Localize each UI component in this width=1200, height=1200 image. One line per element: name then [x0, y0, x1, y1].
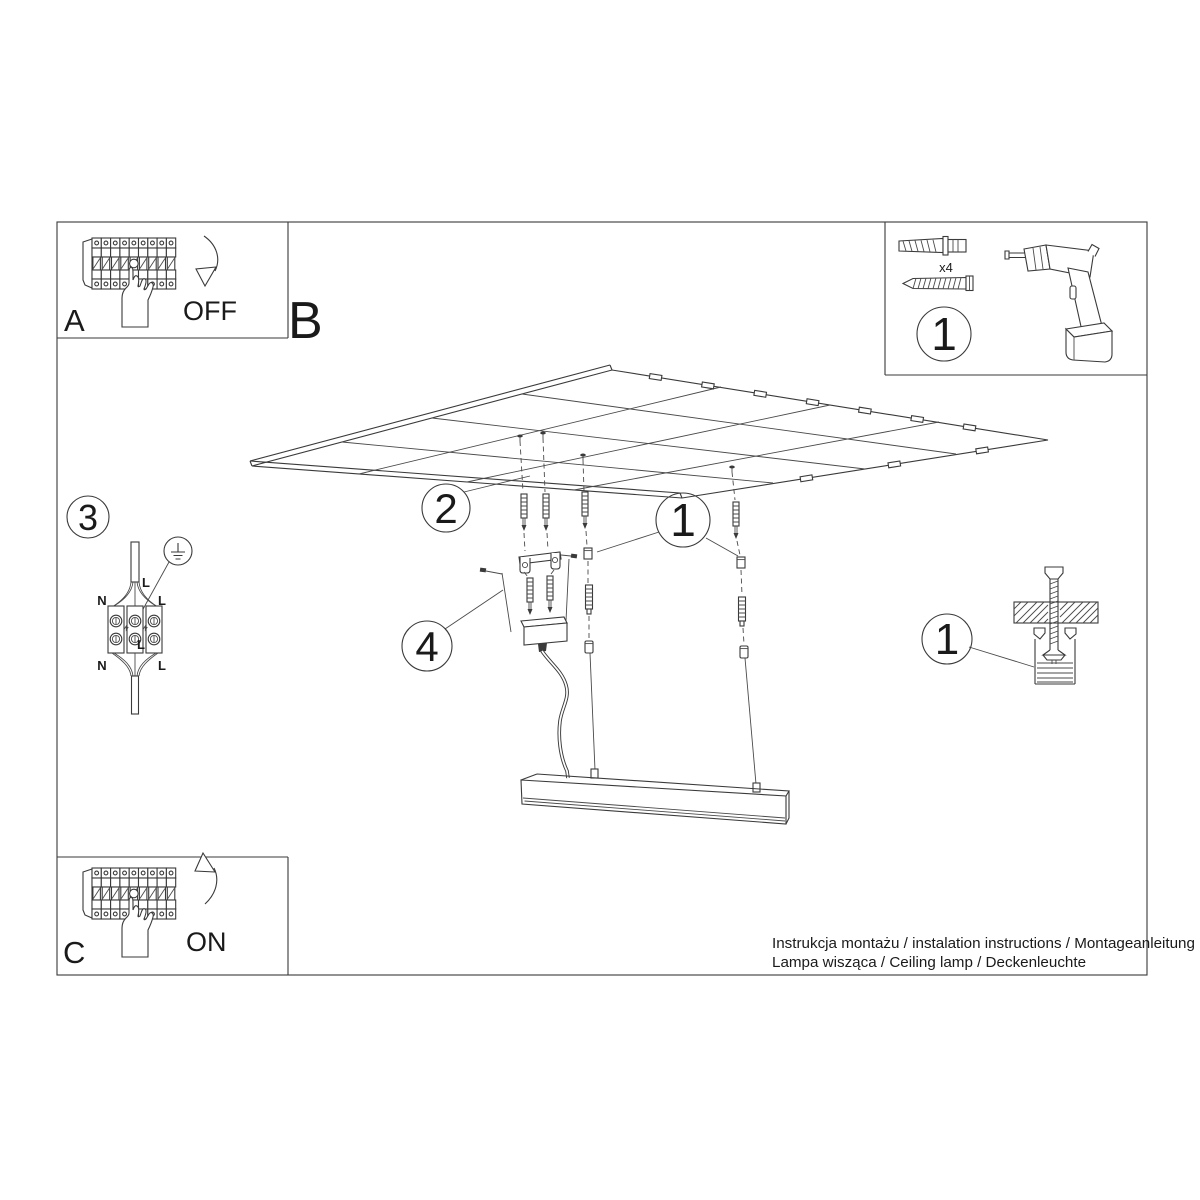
wire-label-upper-left: N — [97, 593, 107, 608]
footer-line2: Lampa wisząca / Ceiling lamp / Deckenleuchte — [772, 954, 1087, 971]
ceiling-cross-section-detail — [922, 567, 1098, 684]
callout-2-badge — [422, 476, 530, 532]
step-a-box — [64, 236, 237, 338]
arrow-down-icon — [196, 236, 218, 286]
grid-rail-ticks — [649, 374, 988, 482]
canopy-box — [521, 617, 567, 652]
step-a-label: A — [64, 303, 85, 338]
mounting-bracket — [519, 552, 561, 573]
step-c-box — [63, 853, 227, 970]
screw-icon — [903, 276, 973, 291]
footer-text — [772, 935, 1195, 971]
detail-gripper — [1034, 628, 1076, 684]
lamp-bar — [521, 769, 789, 824]
wire-nub-left — [591, 769, 598, 778]
mounting-screws — [520, 438, 549, 551]
suspension-wire-left — [590, 653, 595, 770]
wire-label-cable-top: L — [142, 575, 150, 590]
exploded-view — [250, 365, 1048, 824]
wire-label-lower-left: N — [97, 658, 107, 673]
wire-label-lower-right: L — [158, 658, 166, 673]
bracket-pin-left — [480, 568, 486, 573]
sheet-frame — [57, 222, 1147, 975]
step-b-label: B — [288, 292, 323, 350]
callout-4-number: 4 — [415, 623, 439, 670]
ceiling-slab-hatched — [1014, 602, 1098, 623]
wall-plug-icon — [899, 237, 966, 256]
step-c-label: C — [63, 935, 86, 970]
callout-4-badge — [402, 590, 503, 671]
tools-callout-1-badge — [917, 307, 971, 361]
wiring-diagram — [67, 496, 192, 714]
callout-1-number-main: 1 — [670, 494, 696, 546]
tools-box — [899, 237, 1112, 363]
anchor-quantity-label: x4 — [939, 260, 953, 275]
wire-label-upper-right: L — [158, 593, 166, 608]
canopy-assembly — [480, 552, 577, 778]
suspension-wire-right — [745, 658, 756, 784]
power-cable — [542, 651, 568, 778]
bracket-pin-right — [571, 554, 577, 559]
arrow-up-icon — [195, 853, 217, 904]
cable-gland — [538, 643, 547, 652]
callout-2-number: 2 — [434, 485, 458, 532]
drill-icon — [1005, 245, 1112, 363]
suspension-kit-left — [582, 460, 595, 770]
ground-symbol-icon — [142, 537, 192, 611]
detail-callout-1-number: 1 — [934, 615, 960, 664]
on-label: ON — [186, 927, 227, 957]
wiring-callout-number: 3 — [77, 497, 99, 538]
off-label: OFF — [183, 296, 237, 326]
canopy-screws — [524, 570, 554, 615]
lamp-cable-icon — [112, 653, 158, 714]
wire-label-center: L — [137, 637, 145, 652]
suspension-kit-right — [732, 472, 756, 784]
footer-line1: Instrukcja montażu / instalation instructions / Montageanleitung — [772, 935, 1195, 952]
supply-cable-icon — [112, 542, 158, 607]
terminal-block-icon — [108, 606, 162, 653]
wire-nub-right — [753, 783, 760, 792]
wiring-callout-badge — [67, 496, 109, 538]
tools-callout-1-number: 1 — [931, 308, 957, 360]
callout-1-badge-main — [597, 493, 738, 556]
ceiling-grid — [250, 365, 1048, 498]
